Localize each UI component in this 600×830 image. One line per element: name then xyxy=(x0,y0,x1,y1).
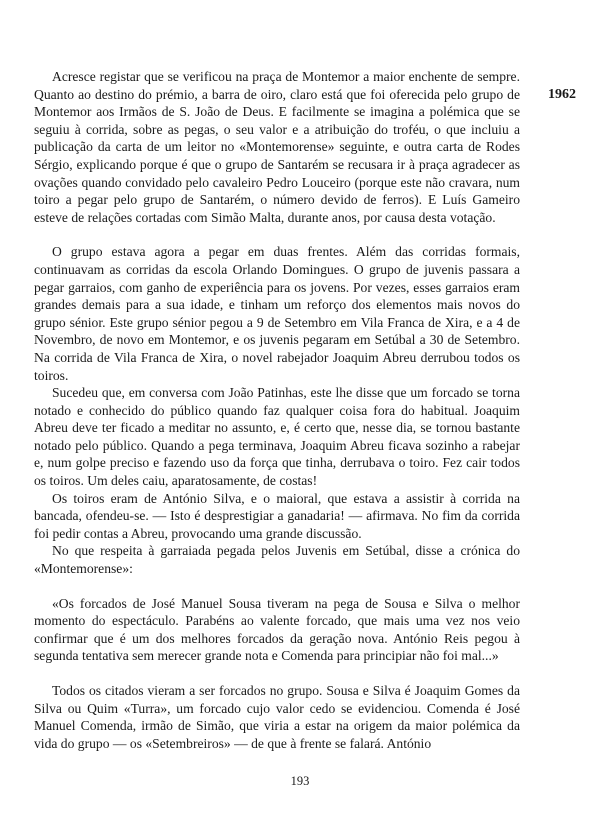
margin-year: 1962 xyxy=(548,87,576,102)
paragraph: Sucedeu que, em conversa com João Patinhas, este lhe disse que um forcado se torna notado e conhecido do público quando faz qualquer coisa fora do habitual. Joaquim Abreu deve ter ficado a meditar no assunto, e, é certo que, nesse dia, se tornou bastante notado pelo público. Quando a pega terminava, Joaquim Abreu ficava sozinho a rabejar e, num golpe preciso e fazendo uso da força que tinha, derrubava o toiro. Fez cair todos os toiros. Um deles caiu, aparatosamente, de costas! xyxy=(34,385,520,489)
paragraph: No que respeita à garraiada pegada pelos Juvenis em Setúbal, disse a crónica do «Montemorense»: xyxy=(34,543,520,577)
paragraph: Todos os citados vieram a ser forcados no grupo. Sousa e Silva é Joaquim Gomes da Silva ou Quim «Turra», um forcado cujo valor cedo se evidenciou. Comenda é José Manuel Comenda, irmão de Simão, que viria a estar na origem da maior polémica da vida do grupo — os «Setembreiros» — de que à frente se falará. António xyxy=(34,683,520,751)
paragraph: Acresce registar que se verificou na praça de Montemor a maior enchente de sempre. Quanto ao destino do prémio, a barra de oiro, claro está que foi oferecida pelo grupo de Montemor aos Irmãos de S. João de Deus. E facilmente se imagina a polémica que se seguiu à corrida, sobre as pegas, o seu valor e a atribuição do troféu, o que incluiu a publicação da carta de um leitor no «Montemorense» seguinte, e outra carta de Rodes Sérgio, explicando porque é que o grupo de Santarém se recusara ir à praça agradecer as ovações quando convidado pelo cavaleiro Pedro Louceiro (porque este não cravara, num toiro a pegar pelo grupo de Santarém, o número devido de ferros). E Luís Gameiro esteve de relações cortadas com Simão Malta, durante anos, por causa desta votação. xyxy=(34,69,520,225)
quotation-paragraph: «Os forcados de José Manuel Sousa tiveram na pega de Sousa e Silva o melhor momento do espectáculo. Parabéns ao valente forcado, que mais uma vez nos veio confirmar que é um dos melhores forcados da geração nova. António Reis pegou à segunda tentativa sem merecer grande nota e Comenda para principiar não foi mal...» xyxy=(34,595,520,664)
page-number: 193 xyxy=(290,774,310,788)
body-text xyxy=(34,68,520,752)
paragraph: O grupo estava agora a pegar em duas frentes. Além das corridas formais, continuavam as corridas da escola Orlando Domingues. O grupo de juvenis passara a pegar garraios, com ganho de experiência para os jovens. Por vezes, esses garraios eram grandes demais para a sua idade, e tinham um reforço dos elementos mais novos do grupo sénior. Este grupo sénior pegou a 9 de Setembro em Vila Franca de Xira, e a 4 de Novembro, de novo em Montemor, e os juvenis pegaram em Setúbal a 30 de Setembro. Na corrida de Vila Franca de Xira, o novel rabejador Joaquim Abreu derrubou todos os toiros. xyxy=(34,244,520,383)
paragraph: Os toiros eram de António Silva, e o maioral, que estava a assistir à corrida na bancada, ofendeu-se. — Isto é desprestigiar a ganadaria! — afirmava. No fim da corrida foi pedir contas a Abreu, provocando uma grande discussão. xyxy=(34,490,520,541)
